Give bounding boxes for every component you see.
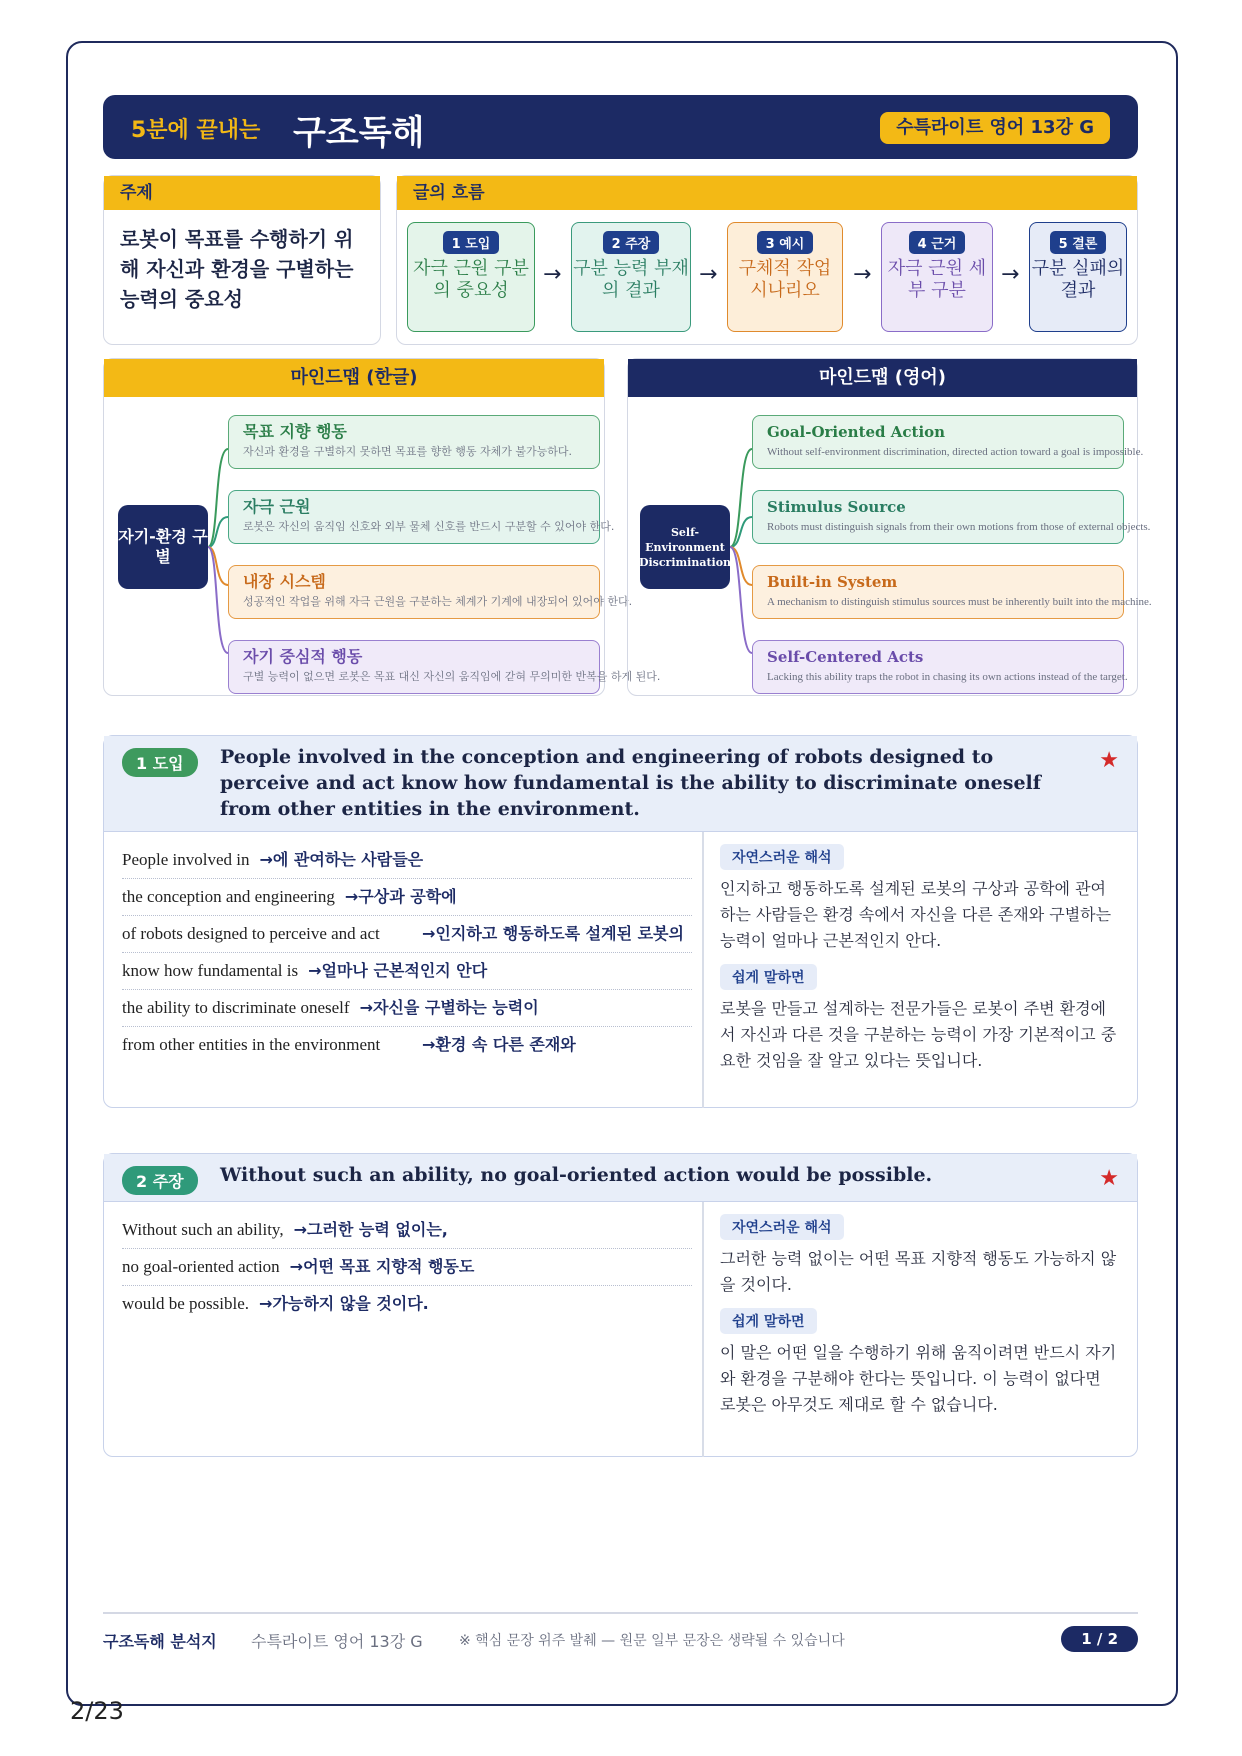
chunk-list xyxy=(122,842,692,1063)
node-desc: 성공적인 작업을 위해 자극 근원을 구분하는 체계가 기계에 내장되어 있어야 한다. xyxy=(243,595,633,608)
node-title: Self-Centered Acts xyxy=(767,648,924,666)
footer-title: 구조독해 분석지 xyxy=(103,1632,217,1651)
step-text: 구분 실패의 결과 xyxy=(1031,258,1125,301)
chunk-row xyxy=(122,842,692,879)
chunk-en: of robots designed to perceive and act xyxy=(122,924,380,943)
node-desc: Robots must distinguish signals from their own motions from those of external objects. xyxy=(767,521,1151,533)
course-tag: 수특라이트 영어 13강 G xyxy=(880,112,1110,144)
chunk-en: know how fundamental is xyxy=(122,961,299,980)
footer-divider xyxy=(103,1612,1138,1614)
mindmap-en-heading: 마인드맵 (영어) xyxy=(628,359,1137,397)
easy-explanation: 이 말은 어떤 일을 수행하기 위해 움직이려면 반드시 자기와 환경을 구분해야 한다는 뜻입니다. 이 능력이 없다면 로봇은 아무것도 제대로 할 수 없습니다. xyxy=(720,1343,1117,1414)
chunk-row xyxy=(122,1286,692,1322)
chunk-ko: →환경 속 다른 존재와 xyxy=(422,1035,576,1054)
mindmap-ko-node xyxy=(228,640,661,694)
node-title: 목표 지향 행동 xyxy=(243,422,347,441)
mindmap-ko-root: 자기-환경 구별 xyxy=(118,505,208,589)
chunk-list xyxy=(122,1212,692,1322)
topic-box xyxy=(103,175,381,345)
chunk-row xyxy=(122,990,692,1027)
page-title: 구조독해 xyxy=(293,113,425,153)
natural-label: 자연스러운 해석 xyxy=(720,1214,844,1240)
chunk-en: would be possible. xyxy=(122,1294,250,1313)
easy-label: 쉽게 말하면 xyxy=(720,1308,817,1334)
step-text: 구분 능력 부재의 결과 xyxy=(573,258,689,301)
flow-step-5 xyxy=(1029,222,1127,332)
section-header xyxy=(104,1154,1137,1202)
node-desc: Without self-environment discrimination, directed action toward a goal is impossible. xyxy=(767,446,1144,458)
column-divider xyxy=(702,1202,704,1457)
chunk-ko: →얼마나 근본적인지 안다 xyxy=(308,961,488,980)
key-sentence: Without such an ability, no goal-oriented action would be possible. xyxy=(220,1164,933,1186)
arrow-icon: → xyxy=(853,262,872,287)
mindmap-en-node xyxy=(752,415,1144,469)
mindmap-en-node xyxy=(752,640,1128,694)
node-title: Goal-Oriented Action xyxy=(767,423,946,441)
topic-heading: 주제 xyxy=(104,176,380,210)
node-desc: 자신과 환경을 구별하지 못하면 목표를 향한 행동 자체가 불가능하다. xyxy=(243,445,572,458)
mindmap-ko-node xyxy=(228,415,600,469)
step-badge: 1 도입 xyxy=(443,231,500,254)
node-desc: 로봇은 자신의 움직임 신호와 외부 물체 신호를 반드시 구분할 수 있어야 한다. xyxy=(243,520,615,533)
node-title: 내장 시스템 xyxy=(243,572,326,591)
mindmap-en-node xyxy=(752,565,1152,619)
star-icon: ★ xyxy=(1099,748,1119,773)
page-indicator: 1 / 2 xyxy=(1061,1626,1138,1652)
section-card-2 xyxy=(103,1153,1138,1457)
chunk-en: no goal-oriented action xyxy=(122,1257,280,1276)
mindmap-ko-node xyxy=(228,490,615,544)
mindmap-ko-heading: 마인드맵 (한글) xyxy=(104,359,604,397)
chunk-ko: →어떤 목표 지향적 행동도 xyxy=(289,1257,475,1276)
step-text: 자극 근원 구분의 중요성 xyxy=(413,258,529,301)
chunk-ko: →구상과 공학에 xyxy=(344,887,457,906)
flow-steps xyxy=(407,222,1127,332)
key-sentence: People involved in the conception and engineering of robots designed to perceive and act know how fundamental is the ability to discriminate oneself from other entities in the environment. xyxy=(220,746,1041,820)
chunk-ko: →인지하고 행동하도록 설계된 로봇의 xyxy=(422,924,684,943)
footer-course: 수특라이트 영어 13강 G xyxy=(251,1632,423,1651)
chunk-row xyxy=(122,879,692,916)
chunk-ko: →자신을 구별하는 능력이 xyxy=(359,998,539,1017)
easy-label: 쉽게 말하면 xyxy=(720,964,817,990)
arrow-icon: → xyxy=(1001,262,1020,287)
chunk-en: Without such an ability, xyxy=(122,1220,284,1239)
step-badge: 5 결론 xyxy=(1050,231,1107,254)
interpretation-panel xyxy=(720,844,1121,1084)
node-desc: 구별 능력이 없으면 로봇은 목표 대신 자신의 움직임에 갇혀 무의미한 반복을 하게 된다. xyxy=(243,670,661,683)
step-text: 구체적 작업 시나리오 xyxy=(738,258,832,301)
chunk-row xyxy=(122,1212,692,1249)
section-badge: 1 도입 xyxy=(122,748,198,777)
arrow-icon: → xyxy=(543,262,562,287)
flow-step-4 xyxy=(881,222,993,332)
step-text: 자극 근원 세부 구분 xyxy=(887,258,987,301)
section-body xyxy=(104,1202,1137,1457)
mindmap-en-node xyxy=(752,490,1151,544)
chunk-ko: →그러한 능력 없이는, xyxy=(293,1220,448,1239)
mindmap-ko-node xyxy=(228,565,633,619)
mindmap-en-root: Self-Environment Discrimination xyxy=(640,505,730,589)
chunk-en: the ability to discriminate oneself xyxy=(122,998,350,1017)
natural-translation: 인지하고 행동하도록 설계된 로봇의 구상과 공학에 관여하는 사람들은 환경 속에서 자신을 다른 존재와 구별하는 능력이 얼마나 근본적인지 안다. xyxy=(720,879,1112,950)
section-header xyxy=(104,736,1137,832)
brand-label: 5분에 끝내는 xyxy=(131,118,261,143)
node-title: Stimulus Source xyxy=(767,498,906,516)
footer xyxy=(103,1625,1138,1655)
document-page-number: 2/23 xyxy=(70,1697,124,1725)
step-badge: 3 예시 xyxy=(757,231,814,254)
section-badge: 2 주장 xyxy=(122,1166,198,1195)
flow-box xyxy=(396,175,1138,345)
mindmap-korean xyxy=(103,358,661,696)
star-icon: ★ xyxy=(1099,1166,1119,1191)
chunk-row xyxy=(122,953,692,990)
column-divider xyxy=(702,832,704,1108)
chunk-ko: →에 관여하는 사람들은 xyxy=(259,850,424,869)
easy-explanation: 로봇을 만들고 설계하는 전문가들은 로봇이 주변 환경에서 자신과 다른 것을 구분하는 능력이 가장 기본적이고 중요한 것임을 잘 알고 있다는 뜻입니다. xyxy=(720,999,1117,1070)
chunk-en: from other entities in the environment xyxy=(122,1035,381,1054)
node-title: 자극 근원 xyxy=(243,497,311,516)
step-badge: 2 주장 xyxy=(603,231,660,254)
interpretation-panel xyxy=(720,1214,1121,1428)
node-title: Built-in System xyxy=(767,573,898,591)
arrow-icon: → xyxy=(699,262,718,287)
flow-heading: 글의 흐름 xyxy=(397,176,1137,210)
chunk-row xyxy=(122,1249,692,1286)
chunk-row xyxy=(122,1027,692,1063)
topic-text: 로봇이 목표를 수행하기 위해 자신과 환경을 구별하는 능력의 중요성 xyxy=(120,227,354,311)
chunk-en: People involved in xyxy=(122,850,250,869)
chunk-en: the conception and engineering xyxy=(122,887,335,906)
mindmap-english xyxy=(627,358,1152,696)
header-banner xyxy=(103,95,1138,159)
section-card-1 xyxy=(103,735,1138,1108)
flow-step-2 xyxy=(571,222,691,332)
step-badge: 4 근거 xyxy=(909,231,966,254)
natural-translation: 그러한 능력 없이는 어떤 목표 지향적 행동도 가능하지 않을 것이다. xyxy=(720,1249,1117,1294)
section-body xyxy=(104,832,1137,1108)
chunk-row xyxy=(122,916,692,953)
natural-label: 자연스러운 해석 xyxy=(720,844,844,870)
flow-step-1 xyxy=(407,222,535,332)
chunk-ko: →가능하지 않을 것이다. xyxy=(259,1294,429,1313)
flow-step-3 xyxy=(727,222,843,332)
node-desc: Lacking this ability traps the robot in chasing its own actions instead of the target. xyxy=(767,671,1128,683)
node-title: 자기 중심적 행동 xyxy=(243,647,363,666)
node-desc: A mechanism to distinguish stimulus sources must be inherently built into the machine. xyxy=(767,596,1152,608)
footer-note: ※ 핵심 문장 위주 발췌 — 원문 일부 문장은 생략될 수 있습니다 xyxy=(459,1633,845,1649)
